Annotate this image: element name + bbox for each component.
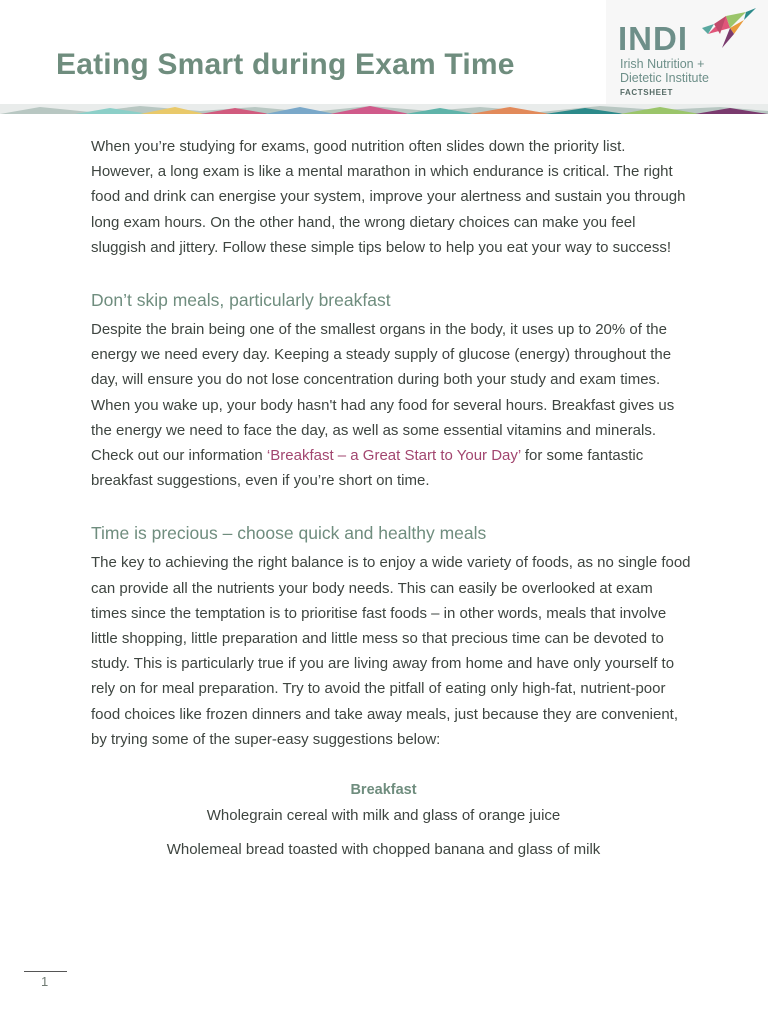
page-title: Eating Smart during Exam Time — [56, 48, 515, 81]
factsheet-body — [91, 134, 691, 860]
logo-subtitle-line-2: Dietetic Institute — [620, 71, 709, 85]
logo-subtitle-line-1: Irish Nutrition + — [620, 57, 705, 71]
indi-logo — [606, 0, 768, 104]
logo-wordmark: INDI — [618, 20, 688, 57]
section-text: Despite the brain being one of the smallest organs in the body, it uses up to 20% of the energy we need every day. Keeping a steady supply of glucose (energy) throughout the day, will ensure you do not lose concentration during both your study and exam times. When you wake up, your body hasn't had any food for several hours. Breakfast gives us the energy we need to face the day, as well as some essential vitamins and minerals. Check out our information — [91, 321, 675, 465]
footer-divider — [24, 971, 67, 972]
decorative-color-stripe — [0, 104, 768, 114]
logo-factsheet-label: FACTSHEET — [620, 88, 673, 97]
page-header — [0, 0, 768, 106]
page-number: 1 — [41, 974, 49, 989]
section-paragraph-breakfast — [91, 317, 691, 493]
breakfast-suggestion: Wholemeal bread toasted with chopped banana and glass of milk — [166, 841, 601, 859]
section-heading-breakfast: Don’t skip meals, particularly breakfast — [91, 290, 391, 311]
breakfast-factsheet-link[interactable]: ‘Breakfast – a Great Start to Your Day’ — [266, 447, 521, 465]
section-text: for some fantastic breakfast suggestions, even if you’re short on time. — [91, 447, 644, 490]
hummingbird-icon — [700, 4, 758, 50]
breakfast-suggestion: Wholegrain cereal with milk and glass of orange juice — [206, 807, 561, 825]
breakfast-subheading: Breakfast — [350, 782, 417, 799]
section-heading-quick-meals: Time is precious – choose quick and healthy meals — [91, 523, 487, 544]
intro-paragraph: When you’re studying for exams, good nutrition often slides down the priority list. However, a long exam is like a mental marathon in which endurance is critical. The right food and drink can energise your system, improve your alertness and sustain you through long exam hours. On the other hand, the wrong dietary choices can make you feel sluggish and jittery. Follow these simple tips below to help you eat your way to success! — [91, 138, 686, 256]
section-paragraph-quick-meals: The key to achieving the right balance is to enjoy a wide variety of foods, as no single food can provide all the nutrients your body needs. This can easily be overlooked at exam times since the temptation is to prioritise fast foods – in other words, meals that involve little shopping, little preparation and little mess so that precious time can be devoted to study. This is particularly true if you are living away from home and have only yourself to rely on for meal preparation. Try to avoid the pitfall of eating only high-fat, nutrient-poor food choices like frozen dinners and take away meals, just because they are convenient, by trying some of the super-easy suggestions below: — [91, 554, 691, 748]
